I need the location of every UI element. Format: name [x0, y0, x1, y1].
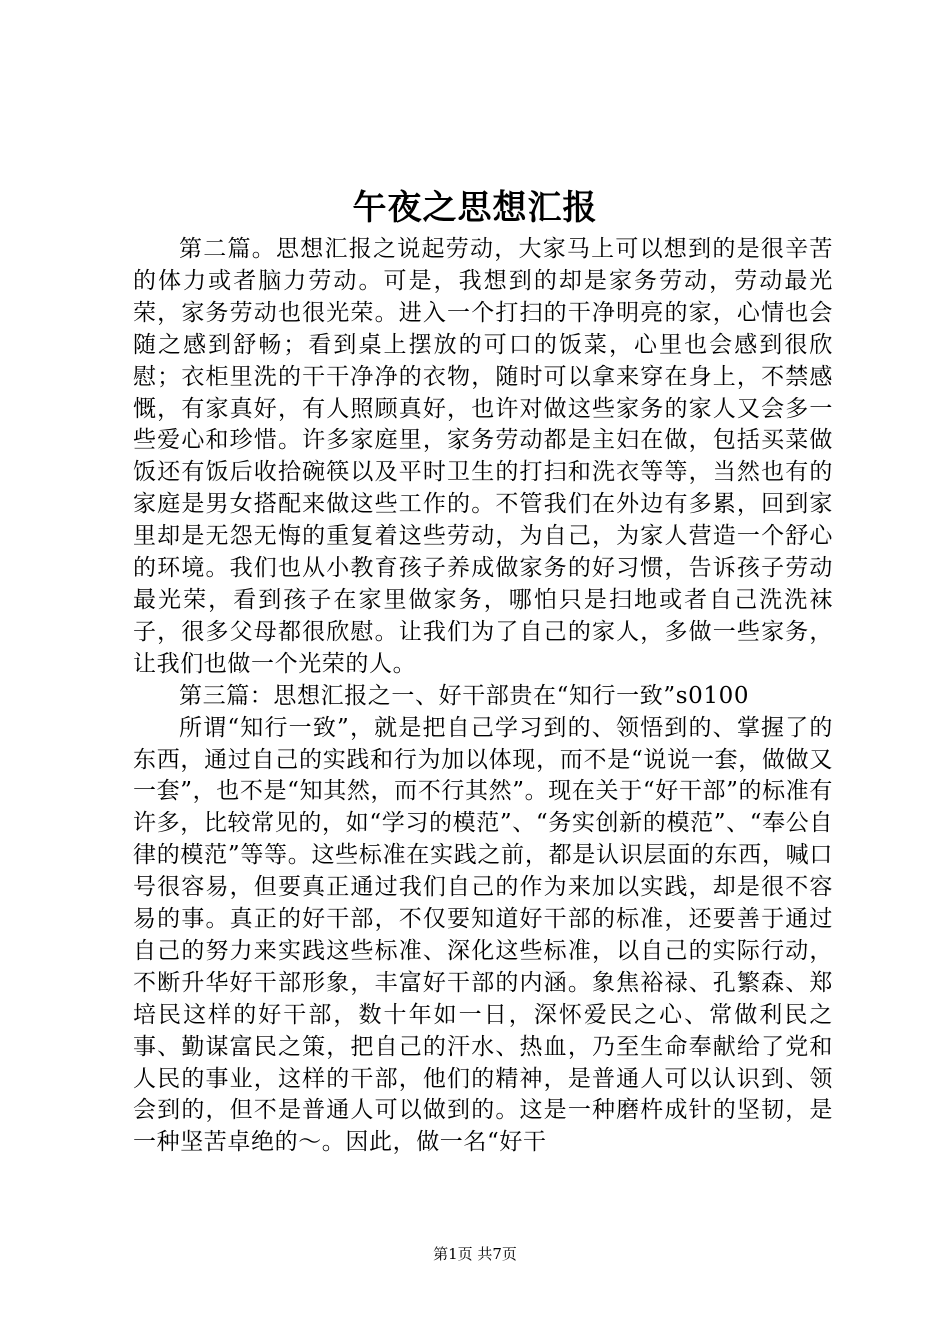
- paragraph-third-piece-heading: 第三篇：思想汇报之一、好干部贵在“知行一致”s0100: [179, 682, 750, 709]
- document-body: [133, 234, 833, 1159]
- document-title: 午夜之思想汇报: [352, 188, 598, 228]
- page-footer: 第1页 共7页: [433, 1245, 517, 1263]
- paragraph-second-piece: 第二篇。思想汇报之说起劳动，大家马上可以想到的是很辛苦的体力或者脑力劳动。可是，我想到的却是家务劳动，劳动最光荣，家务劳动也很光荣。进入一个打扫的干净明亮的家，心情也会随之感到舒畅；看到桌上摆放的可口的饭菜，心里也会感到很欣慰；衣柜里洗的干干净净的衣物，随时可以拿来穿在身上，不禁感慨，有家真好，有人照顾真好，也许对做这些家务的家人又会多一些爱心和珍惜。许多家庭里，家务劳动都是主妇在做，包括买菜做饭还有饭后收拾碗筷以及平时卫生的打扫和洗衣等等，当然也有的家庭是男女搭配来做这些工作的。不管我们在外边有多累，回到家里却是无怨无悔的重复着这些劳动，为自己，为家人营造一个舒心的环境。我们也从小教育孩子养成做家务的好习惯，告诉孩子劳动最光荣，看到孩子在家里做家务，哪怕只是扫地或者自己洗洗袜子，很多父母都很欣慰。让我们为了自己的家人，多做一些家务，让我们也做一个光荣的人。: [133, 236, 833, 677]
- paragraph-third-piece-body: 所谓“知行一致”，就是把自己学习到的、领悟到的、掌握了的东西，通过自己的实践和行为加以体现，而不是“说说一套，做做又一套”，也不是“知其然，而不行其然”。现在关于“好干部”的标准有许多，比较常见的，如“学习的模范”、“务实创新的模范”、“奉公自律的模范”等等。这些标准在实践之前，都是认识层面的东西，喊口号很容易，但要真正通过我们自己的作为来加以实践，却是很不容易的事。真正的好干部，不仅要知道好干部的标准，还要善于通过自己的努力来实践这些标准、深化这些标准，以自己的实际行动，不断升华好干部形象，丰富好干部的内涵。象焦裕禄、孔繁森、郑培民这样的好干部，数十年如一日，深怀爱民之心、常做利民之事、勤谋富民之策，把自己的汗水、热血，乃至生命奉献给了党和人民的事业，这样的干部，他们的精神，是普通人可以认识到、领会到的，但不是普通人可以做到的。这是一种磨杵成针的坚韧，是一种坚苦卓绝的～。因此，做一名“好干: [133, 714, 833, 1156]
